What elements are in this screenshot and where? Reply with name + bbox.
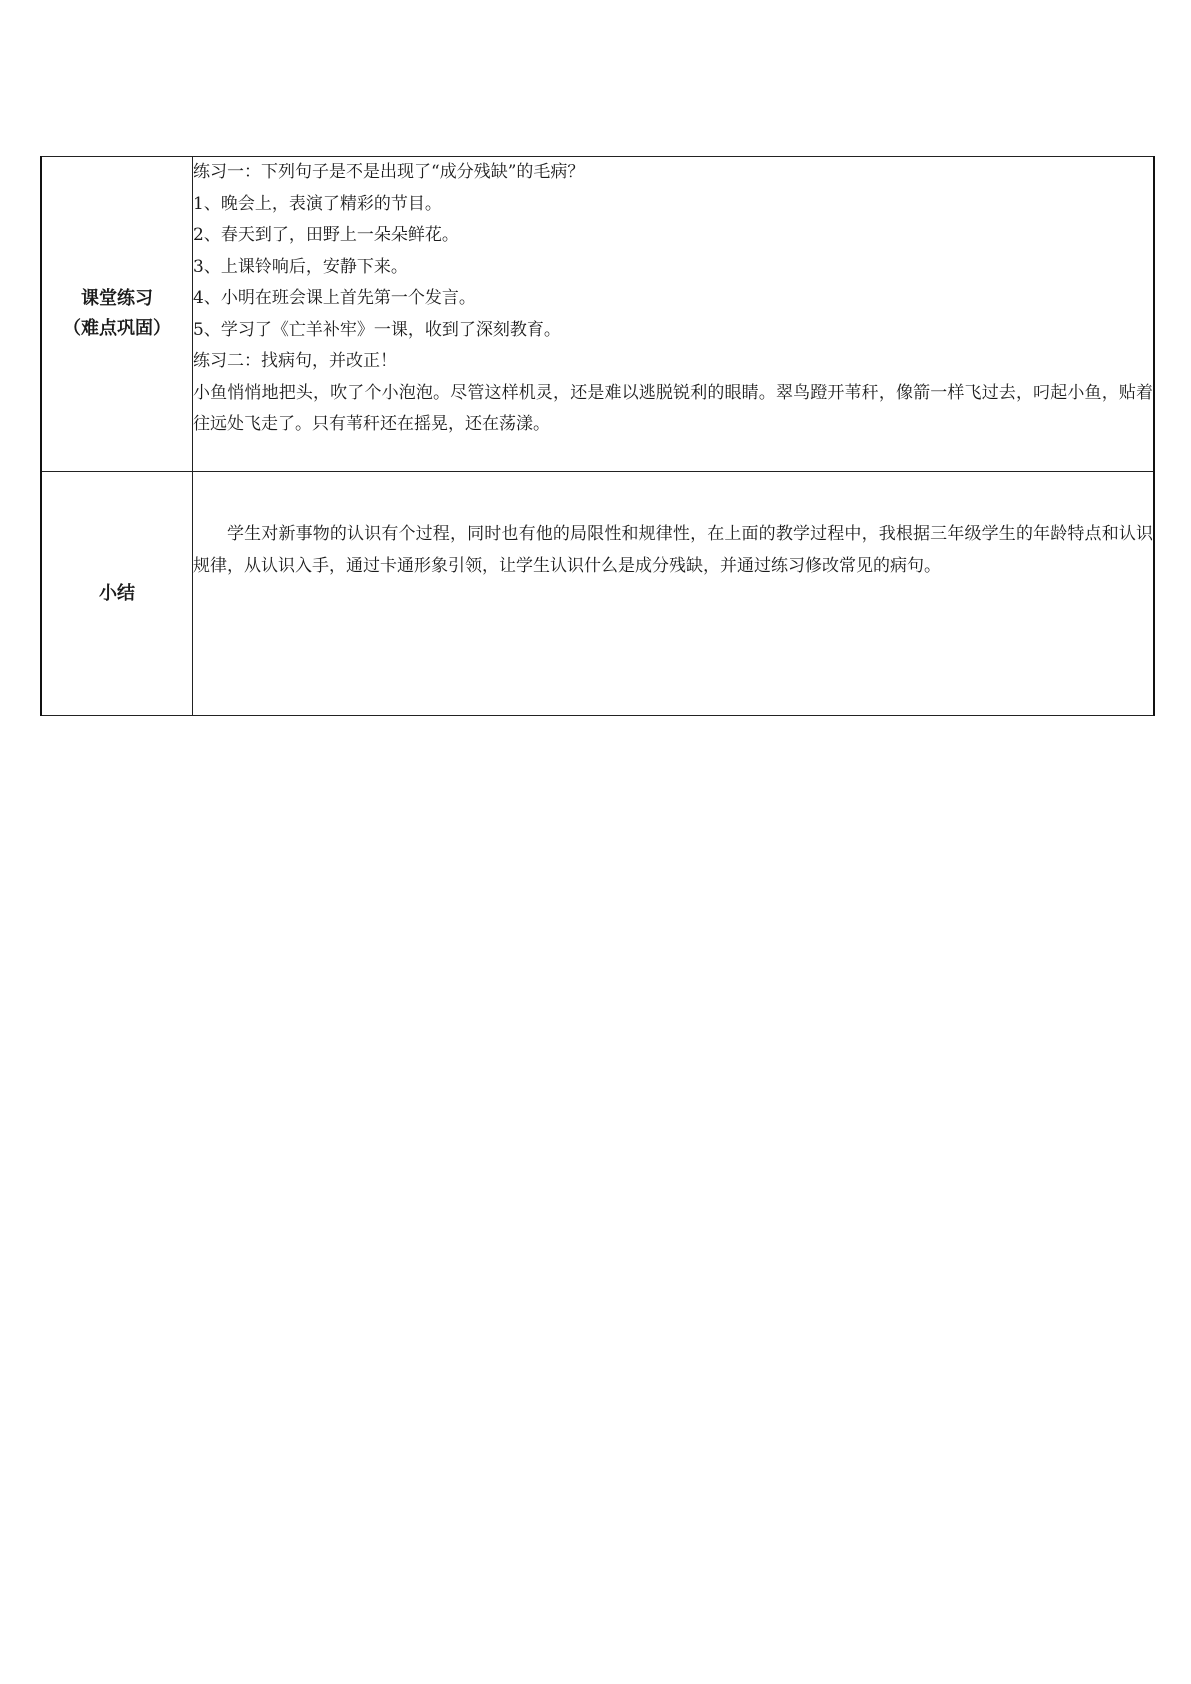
exercise2-paragraph: 小鱼悄悄地把头，吹了个小泡泡。尽管这样机灵，还是难以逃脱锐利的眼睛。翠鸟蹬开苇秆，像箭一样飞过去，叼起小鱼，贴着往远处飞走了。只有苇秆还在摇晃，还在荡漾。 <box>193 382 1153 434</box>
exercise1-item-1: 1、晚会上，表演了精彩的节目。 <box>193 193 442 214</box>
practice-label: 课堂练习 <box>81 288 153 309</box>
summary-label: 小结 <box>99 582 135 604</box>
exercise1-item-2: 2、春天到了，田野上一朵朵鲜花。 <box>193 225 459 245</box>
exercise1-item-3: 3、上课铃响后，安静下来。 <box>193 256 408 277</box>
practice-content-cell <box>193 157 1155 472</box>
practice-sublabel: （难点巩固） <box>63 318 171 339</box>
exercise1-heading: 练习一：下列句子是不是出现了“成分残缺”的毛病？ <box>193 162 585 182</box>
exercise1-item-5: 5、学习了《亡羊补牢》一课，收到了深刻教育。 <box>193 319 561 340</box>
exercise1-item-4: 4、小明在班会课上首先第一个发言。 <box>193 288 476 308</box>
summary-row <box>41 472 1154 716</box>
exercise2-heading: 练习二：找病句，并改正！ <box>193 351 397 371</box>
summary-content-cell <box>193 472 1155 716</box>
summary-label-cell <box>41 472 193 716</box>
lesson-plan-table <box>40 156 1155 716</box>
practice-label-cell <box>41 157 193 472</box>
summary-paragraph: 学生对新事物的认识有个过程，同时也有他的局限性和规律性，在上面的教学过程中，我根据三年级学生的年龄特点和认识规律，从认识入手，通过卡通形象引领，让学生认识什么是成分残缺，并通过练习修改常见的病句。 <box>193 524 1153 576</box>
practice-row <box>41 157 1154 472</box>
